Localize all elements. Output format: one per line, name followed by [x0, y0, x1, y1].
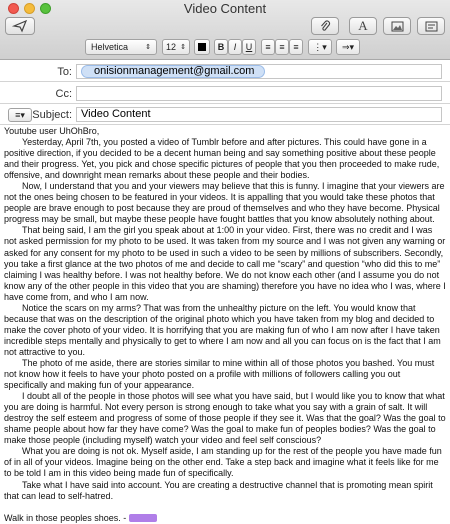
body-paragraph: Yesterday, April 7th, you posted a video of Tumblr before and after pictures. This could have gone in a positive direction, if you decided to be a decent human being and say something positive about these people and their progress. Yet, you pick and chose specific pictures of people that you then proceeded to make rude, offensive, and downright mean remarks about these people and their bodies.	[4, 137, 440, 181]
body-paragraph: The photo of me aside, there are stories similar to mine within all of those photos you bashed. You must not know how it feels to have your photo posted on a profile with millions of followers calling you out specifically and making fun of your appearance.	[4, 357, 435, 391]
align-left-button[interactable]	[261, 39, 275, 55]
align-right-button[interactable]	[289, 39, 303, 55]
to-label: To:	[57, 66, 72, 78]
bold-button[interactable]: B	[214, 39, 228, 55]
to-row	[0, 62, 450, 82]
cc-row	[0, 84, 450, 104]
subject-label: Subject:	[32, 109, 72, 121]
greeting: Youtube user UhOhBro,	[4, 126, 100, 136]
list-style-button[interactable]	[308, 39, 332, 55]
body-paragraph: Take what I have said into account. You are creating a destructive channel that is promoting mean spirit that can lead to self-hatred.	[4, 479, 433, 501]
color-swatch-icon	[198, 43, 206, 51]
body-paragraph: What you are doing is not ok. Myself aside, I am standing up for the rest of the people you have made fun of in all of your videos. Imagine being on the other end. Take a step back and imagine what it feels like for me to be told I am in this video being made fun of specifically.	[4, 446, 442, 479]
align-left-icon: ≡	[265, 42, 271, 52]
subject-field[interactable]: Video Content	[76, 107, 442, 122]
to-field[interactable]	[76, 64, 442, 79]
updown-arrows-icon: ⇕	[180, 44, 186, 51]
indent-button[interactable]	[336, 39, 360, 55]
send-icon	[13, 20, 27, 32]
font-family-select[interactable]	[85, 39, 157, 55]
body-paragraph: Notice the scars on my arms? That was from the unhealthy picture on the left. You would know that because that was on the description of the original photo which you have taken from my blog and decided to make the cover photo of your video. It is horrifying that you are making fun of who I am now after I have taken incredible steps mentally and physically to get to where I am now and all you can focus on is the fact that I am not attractive to you.	[4, 302, 441, 357]
attach-button[interactable]	[311, 17, 339, 35]
italic-button[interactable]: I	[228, 39, 242, 55]
updown-arrows-icon: ⇕	[145, 44, 151, 51]
cc-label: Cc:	[55, 88, 72, 100]
font-size-value: 12	[166, 42, 177, 52]
signoff-line	[4, 513, 446, 524]
align-center-button[interactable]	[275, 39, 289, 55]
body-paragraph: I doubt all of the people in those photos will see what you have said, but I would like you to know that what you are doing is harmful. Not every person is strong enough to take what you say with a grain of salt. It will destroy the self esteem and progress of some of those people if they see it. Was that the goal? Was the goal to shame people about how far they have come? Was the goal to make fun of peoples bodies? Was the goal to make those people (including myself) watch your video and feel self conscious?	[4, 391, 446, 446]
font-family-value: Helvetica	[91, 42, 129, 52]
fonts-button[interactable]	[349, 17, 377, 35]
font-size-select[interactable]	[162, 39, 190, 55]
subject-row	[0, 105, 450, 125]
signoff-text: Walk in those peoples shoes. -	[4, 512, 127, 523]
recipient-token[interactable]: onisionmanagement@gmail.com	[81, 65, 265, 78]
send-button[interactable]	[5, 17, 35, 35]
body-paragraph: Now, I understand that you and your viewers may believe that this is funny. I imagine that your viewers are not the ones being chosen to be featured in your videos. It is appalling that you would take these photos that people are brave enough to post because they are proud of themselves and who they have become. Physical progress may be small, but maybe these people have fought battles that you know absolutely nothing about.	[4, 181, 445, 225]
header-fields-menu-button[interactable]	[8, 108, 32, 122]
message-body[interactable]	[4, 126, 446, 524]
format-bar	[0, 38, 450, 58]
photo-browser-button[interactable]	[383, 17, 411, 35]
blank-line	[4, 502, 446, 513]
stationery-icon	[425, 21, 438, 32]
body-paragraph: That being said, I am the girl you speak about at 1:00 in your video. First, there was no credit and I was not asked permission for my photo to be used. It was taken from my source and I was not given any warning or asked for any consent for my photo to be used in such a video to be seen by millions of subscribers. Secondly, you take a first glance at the two photos of me and decide to call me “scary” and question “who did this to me” claiming I was healthy before. I was not healthy before. We do not know each other (and I assume you do not know any of the other people in this video that you are shaming) therefore you have no idea who I was, where I have come from, and who I am now.	[4, 225, 446, 302]
text-color-button[interactable]	[194, 39, 210, 55]
indent-icon: ⇒▾	[341, 41, 355, 52]
photo-browser-icon	[391, 21, 404, 32]
align-right-icon: ≡	[293, 42, 299, 52]
underline-button[interactable]: U	[242, 39, 256, 55]
title-bar	[0, 0, 450, 60]
stationery-button[interactable]	[417, 17, 445, 35]
window-title: Video Content	[183, 1, 267, 16]
fonts-icon: A	[358, 18, 368, 33]
cc-field[interactable]	[76, 86, 442, 101]
paperclip-icon	[319, 20, 331, 32]
align-center-icon: ≡	[279, 42, 285, 52]
redacted-name-mark	[129, 514, 157, 522]
menu-lines-icon: ≡▾	[15, 109, 25, 120]
bullet-list-icon: ⋮▾	[313, 41, 327, 52]
